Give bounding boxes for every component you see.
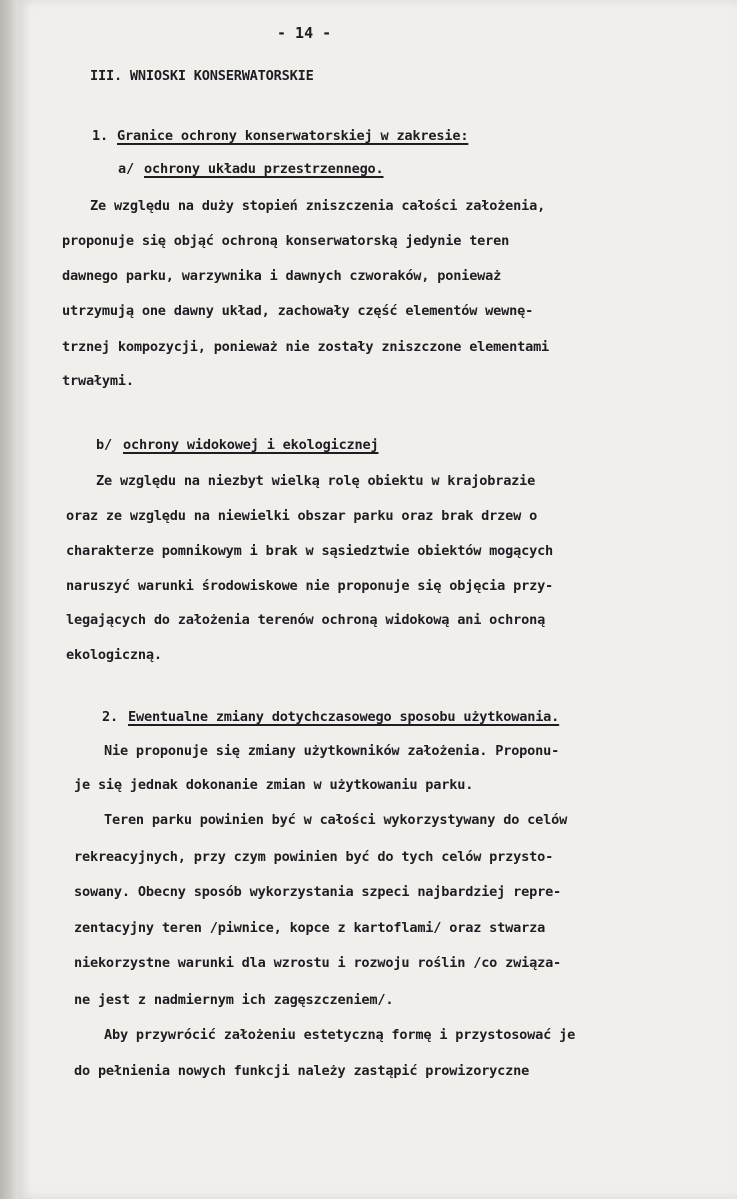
paragraph-2-line: Teren parku powinien być w całości wykorzystywany do celów — [104, 812, 568, 828]
section-2-number: 2. — [102, 709, 118, 725]
paragraph-a-line: trznej kompozycji, ponieważ nie zostały zniszczone elementami — [62, 339, 550, 355]
paragraph-b-line: charakterze pomnikowym i brak w sąsiedztwie obiektów mogących — [66, 543, 554, 559]
paragraph-b-line: oraz ze względu na niewielki obszar parku oraz brak drzew o — [66, 508, 538, 524]
section-2-title: Ewentualne zmiany dotychczasowego sposobu użytkowania. — [128, 709, 560, 725]
subsection-b-title: ochrony widokowej i ekologicznej — [123, 437, 379, 453]
section-1-number: 1. — [92, 128, 108, 144]
document-page — [18, 0, 737, 1199]
subsection-a-title: ochrony układu przestrzennego. — [144, 161, 384, 177]
paragraph-a-line: dawnego parku, warzywnika i dawnych czworaków, ponieważ — [62, 268, 502, 284]
paragraph-2-line: niekorzystne warunki dla wzrostu i rozwoju roślin /co związa- — [74, 955, 562, 971]
paragraph-a-line: proponuje się objąć ochroną konserwatorską jedynie teren — [62, 233, 510, 249]
paragraph-a-line: trwałymi. — [62, 373, 134, 389]
section-heading: III. WNIOSKI KONSERWATORSKIE — [90, 68, 314, 84]
paragraph-2-line: je się jednak dokonanie zmian w użytkowaniu parku. — [74, 777, 474, 793]
section-1-title: Granice ochrony konserwatorskiej w zakresie: — [117, 128, 469, 144]
paragraph-2-line: do pełnienia nowych funkcji należy zastąpić prowizoryczne — [74, 1063, 530, 1079]
paragraph-a-line: Ze względu na duży stopień zniszczenia całości założenia, — [90, 198, 546, 214]
subsection-b-label: b/ — [96, 437, 112, 453]
paragraph-2-line: Aby przywrócić założeniu estetyczną formę i przystosować je — [104, 1027, 576, 1043]
paragraph-2-line: zentacyjny teren /piwnice, kopce z kartoflami/ oraz stwarza — [74, 920, 546, 936]
subsection-a-label: a/ — [118, 161, 134, 177]
paragraph-b-line: ekologiczną. — [66, 647, 162, 663]
book-spine-edge — [0, 0, 18, 1199]
paragraph-2-line: Nie proponuje się zmiany użytkowników założenia. Proponu- — [104, 743, 560, 759]
paragraph-b-line: legających do założenia terenów ochroną widokową ani ochroną — [66, 612, 546, 628]
page-number: - 14 - — [277, 24, 332, 42]
paragraph-b-line: naruszyć warunki środowiskowe nie proponuje się objęcia przy- — [66, 578, 554, 594]
paragraph-2-line: ne jest z nadmiernym ich zagęszczeniem/. — [74, 992, 394, 1008]
paragraph-b-line: Ze względu na niezbyt wielką rolę obiektu w krajobrazie — [96, 473, 536, 489]
paragraph-a-line: utrzymują one dawny układ, zachowały część elementów wewnę- — [62, 303, 534, 319]
paragraph-2-line: rekreacyjnych, przy czym powinien być do tych celów przysto- — [74, 849, 554, 865]
paragraph-2-line: sowany. Obecny sposób wykorzystania szpeci najbardziej repre- — [74, 884, 562, 900]
